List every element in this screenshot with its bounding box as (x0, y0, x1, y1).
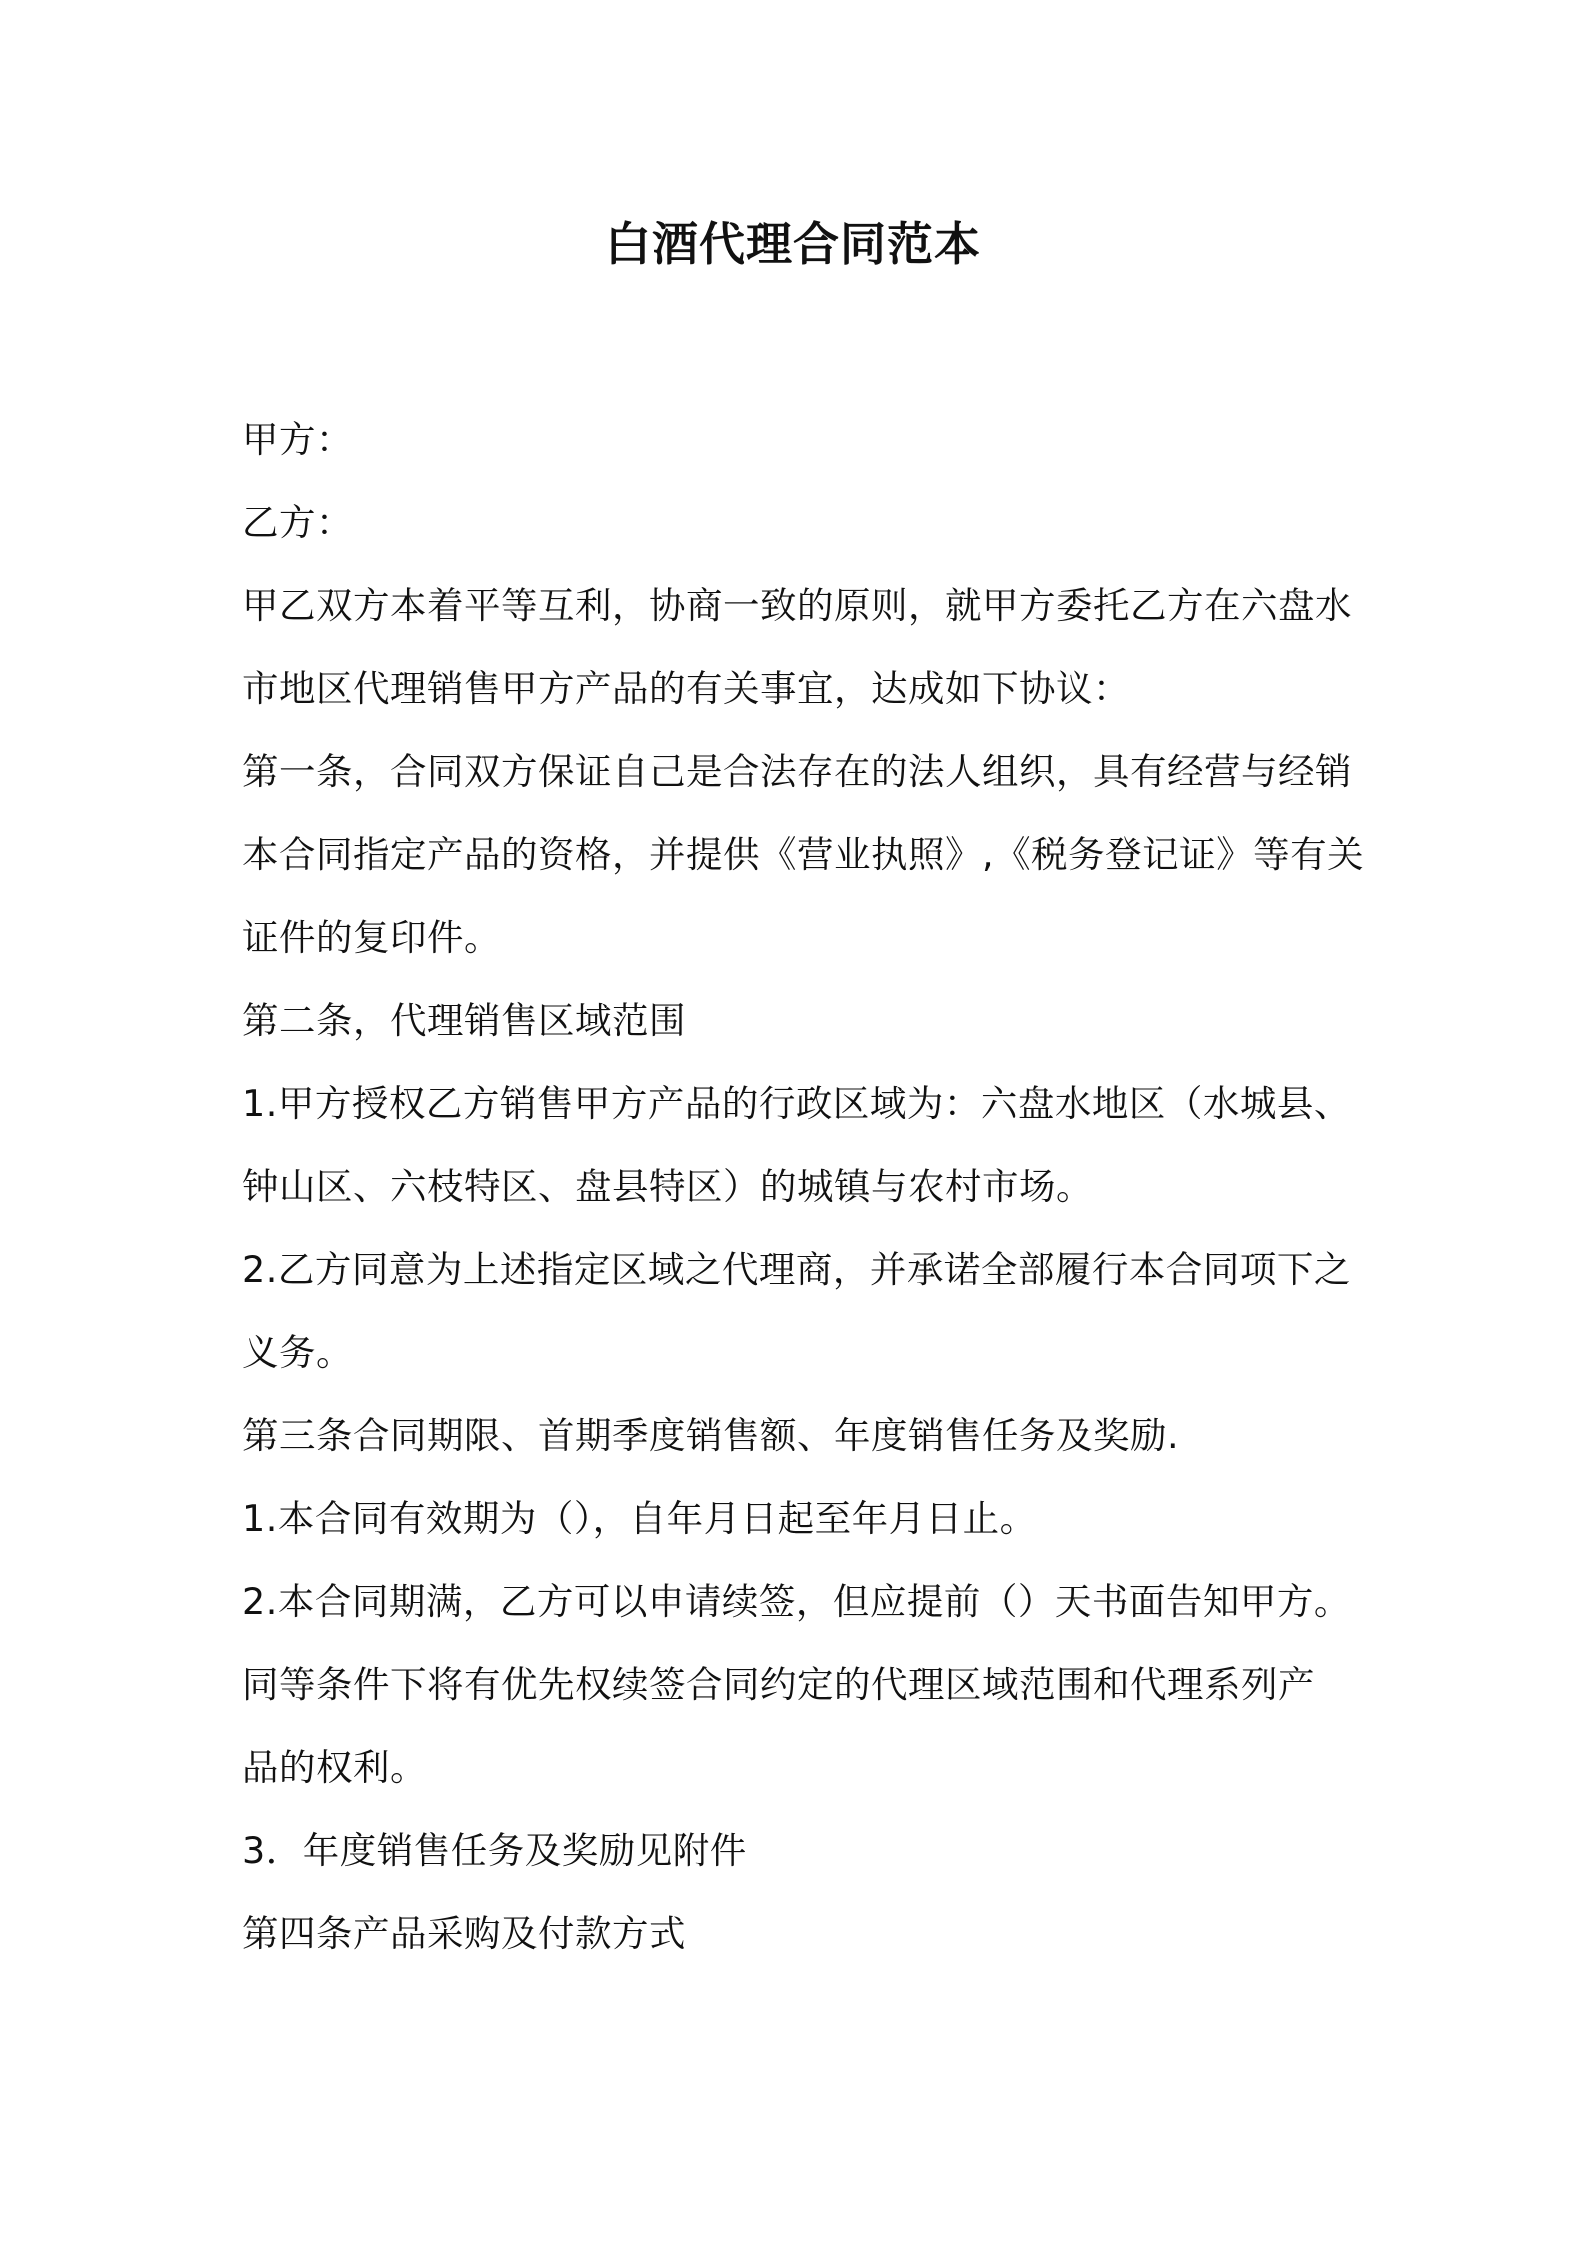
article-4-heading: 第四条产品采购及付款方式 (242, 1912, 686, 1955)
preamble-line: 甲乙双方本着平等互利，协商一致的原则，就甲方委托乙方在六盘水 (242, 584, 1352, 627)
article-2-clause-2: 义务。 (242, 1331, 353, 1374)
preamble-line: 市地区代理销售甲方产品的有关事宜，达成如下协议： (242, 667, 1130, 710)
article-2-clause-2: 2.乙方同意为上述指定区域之代理商，并承诺全部履行本合同项下之 (242, 1248, 1351, 1291)
article-1-line: 第一条，合同双方保证自己是合法存在的法人组织，具有经营与经销 (242, 750, 1352, 793)
article-3-clause-2: 品的权利。 (242, 1746, 427, 1789)
article-3-clause-2: 同等条件下将有优先权续签合同约定的代理区域范围和代理系列产 (242, 1663, 1315, 1706)
article-1-line: 证件的复印件。 (242, 916, 501, 959)
document-title: 白酒代理合同范本 (605, 217, 981, 271)
party-a-line: 甲方： (242, 418, 353, 461)
article-3-clause-3: 3．年度销售任务及奖励见附件 (242, 1829, 747, 1872)
article-3-heading: 第三条合同期限、首期季度销售额、年度销售任务及奖励. (242, 1414, 1180, 1457)
document-body (242, 398, 1365, 1975)
article-3-clause-1: 1.本合同有效期为（），自年月日起至年月日止。 (242, 1497, 1037, 1540)
article-1-line: 本合同指定产品的资格，并提供《营业执照》,《税务登记证》等有关 (242, 833, 1365, 876)
article-2-clause-1: 1.甲方授权乙方销售甲方产品的行政区域为：六盘水地区（水城县、 (242, 1082, 1351, 1125)
article-2-heading: 第二条，代理销售区域范围 (242, 999, 686, 1042)
party-b-line: 乙方： (242, 501, 353, 544)
article-3-clause-2: 2.本合同期满，乙方可以申请续签，但应提前（）天书面告知甲方。 (242, 1580, 1351, 1623)
article-2-clause-1: 钟山区、六枝特区、盘县特区）的城镇与农村市场。 (242, 1165, 1093, 1208)
